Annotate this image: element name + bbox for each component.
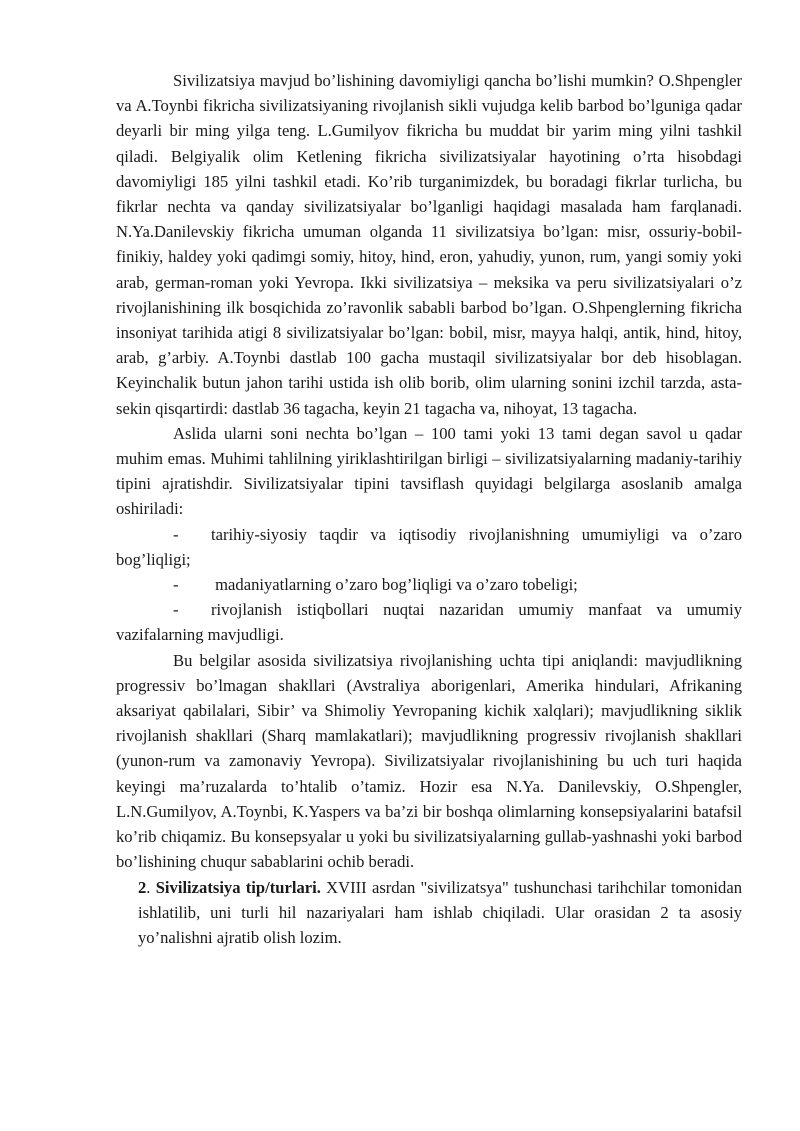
- section-number: 2: [138, 877, 147, 897]
- list-item: [116, 572, 742, 597]
- paragraph: Bu belgilar asosida sivilizatsiya rivojlanishing uchta tipi aniqlandi: mavjudlikning progressiv bo’lmagan shakllari (Avstraliya aborigenlari, Amerika hindulari, Afrikaning aksariyat qabilalari, Sibir’ va Shimoliy Yevropaning kichik xalqlari); mavjudlikning siklik rivojlanish shakllari (Sharq mamlakatlari); mavjudlikning progressiv rivojlanish shakllari (yunon-rum va zamonaviy Yevropa). Sivilizatsiyalar rivojlanishining bu uch turi haqida keyingi ma’ruzalarda to’htalib o’tamiz. Hozir esa N.Ya. Danilevskiy, O.Shpengler, L.N.Gumilyov, A.Toynbi, K.Yaspers va ba’zi bir boshqa olimlarning konsepsiyalarini batafsil ko’rib chiqamiz. Bu konsepsyalar u yoki bu sivilizatsiyalarning gullab-yashnashi yoki barbod bo’lishining chuqur sabablarini ochib beradi.: [116, 650, 742, 872]
- section-title: Sivilizatsiya tip/turlari.: [155, 877, 321, 897]
- paragraph: Sivilizatsiya mavjud bo’lishining davomiyligi qancha bo’lishi mumkin? O.Shpengler va A.Toynbi fikricha sivilizatsiyaning rivojlanish sikli vujudga kelib barbod bo’lguniga qadar deyarli bir ming yilga teng. L.Gumilyov fikricha bu muddat bir yarim ming yilni tashkil qiladi. Belgiyalik olim Ketlening fikricha sivilizatsiyalar hayotining o’rta hisobdagi davomiyligi 185 yilni tashkil etadi. Ko’rib turganimizdek, bu boradagi fikrlar turlicha, bu fikrlar nechta va qanday sivilizatsiyalar bo’lganligi haqidagi masalada ham farqlanadi. N.Ya.Danilevskiy fikricha umuman olganda 11 sivilizatsiya bo’lgan: misr, ossuriy-bobil-finikiy, haldey yoki qadimgi somiy, hitoy, hind, eron, yahudiy, yunon, rum, yangi somiy yoki arab, german-roman yoki Yevropa. Ikki sivilizatsiya – meksika va peru sivilizatsiyalari o’z rivojlanishining ilk bosqichida zo’ravonlik sababli barbod bo’lgan. O.Shpenglerning fikricha insoniyat tarihida atigi 8 sivilizatsiyalar bo’lgan: bobil, misr, mayya halqi, antik, hind, hitoy, arab, g’arbiy. A.Toynbi dastlab 100 gacha mustaqil sivilizatsiyalar bor deb hisoblagan. Keyinchalik butun jahon tarihi ustida ish olib borib, olim ularning sonini izchil tarzda, asta-sekin qisqartirdi: dastlab 36 tagacha, keyin 21 tagacha va, nihoyat, 13 tagacha.: [116, 71, 742, 418]
- section-text: XVIII asrdan "sivilizatsya" tushunchasi tarihchilar tomonidan ishlatilib, uni turli hil nazariyalari ham ishlab chiqiladi. Ular orasidan 2 ta asosiy yo’nalishni ajratib olish lozim.: [138, 877, 742, 947]
- list-item-text: rivojlanish istiqbollari nuqtai nazaridan umumiy manfaat va umumiy vazifalarning mavjudligi.: [116, 600, 742, 645]
- list-item: [116, 522, 742, 572]
- list-dash: -: [173, 600, 179, 620]
- list-dash: -: [173, 524, 179, 544]
- paragraph: Aslida ularni soni nechta bo’lgan – 100 tami yoki 13 tami degan savol u qadar muhim emas. Muhimi tahlilning yiriklashtirilgan birligi – sivilizatsiyalarning madaniy-tarihiy tipini ajratishdir. Sivilizatsiyalar tipini tavsiflash quyidagi belgilarga asoslanib amalga oshiriladi:: [116, 423, 742, 519]
- list-item-text: tarihiy-siyosiy taqdir va iqtisodiy rivojlanishning umumiyligi va o’zaro bog’liqligi;: [116, 524, 742, 569]
- section-heading-paragraph: 2. Sivilizatsiya tip/turlari. XVIII asrdan "sivilizatsya" tushunchasi tarihchilar tomonidan ishlatilib, uni turli hil nazariyalari ham ishlab chiqiladi. Ular orasidan 2 ta asosiy yo’nalishni ajratib olish lozim.: [138, 877, 742, 947]
- list-item: [116, 597, 742, 647]
- list-item-text: madaniyatlarning o’zaro bog’liqligi va o’zaro tobeligi;: [211, 575, 578, 595]
- document-page: [116, 68, 742, 950]
- list-dash: -: [173, 575, 179, 595]
